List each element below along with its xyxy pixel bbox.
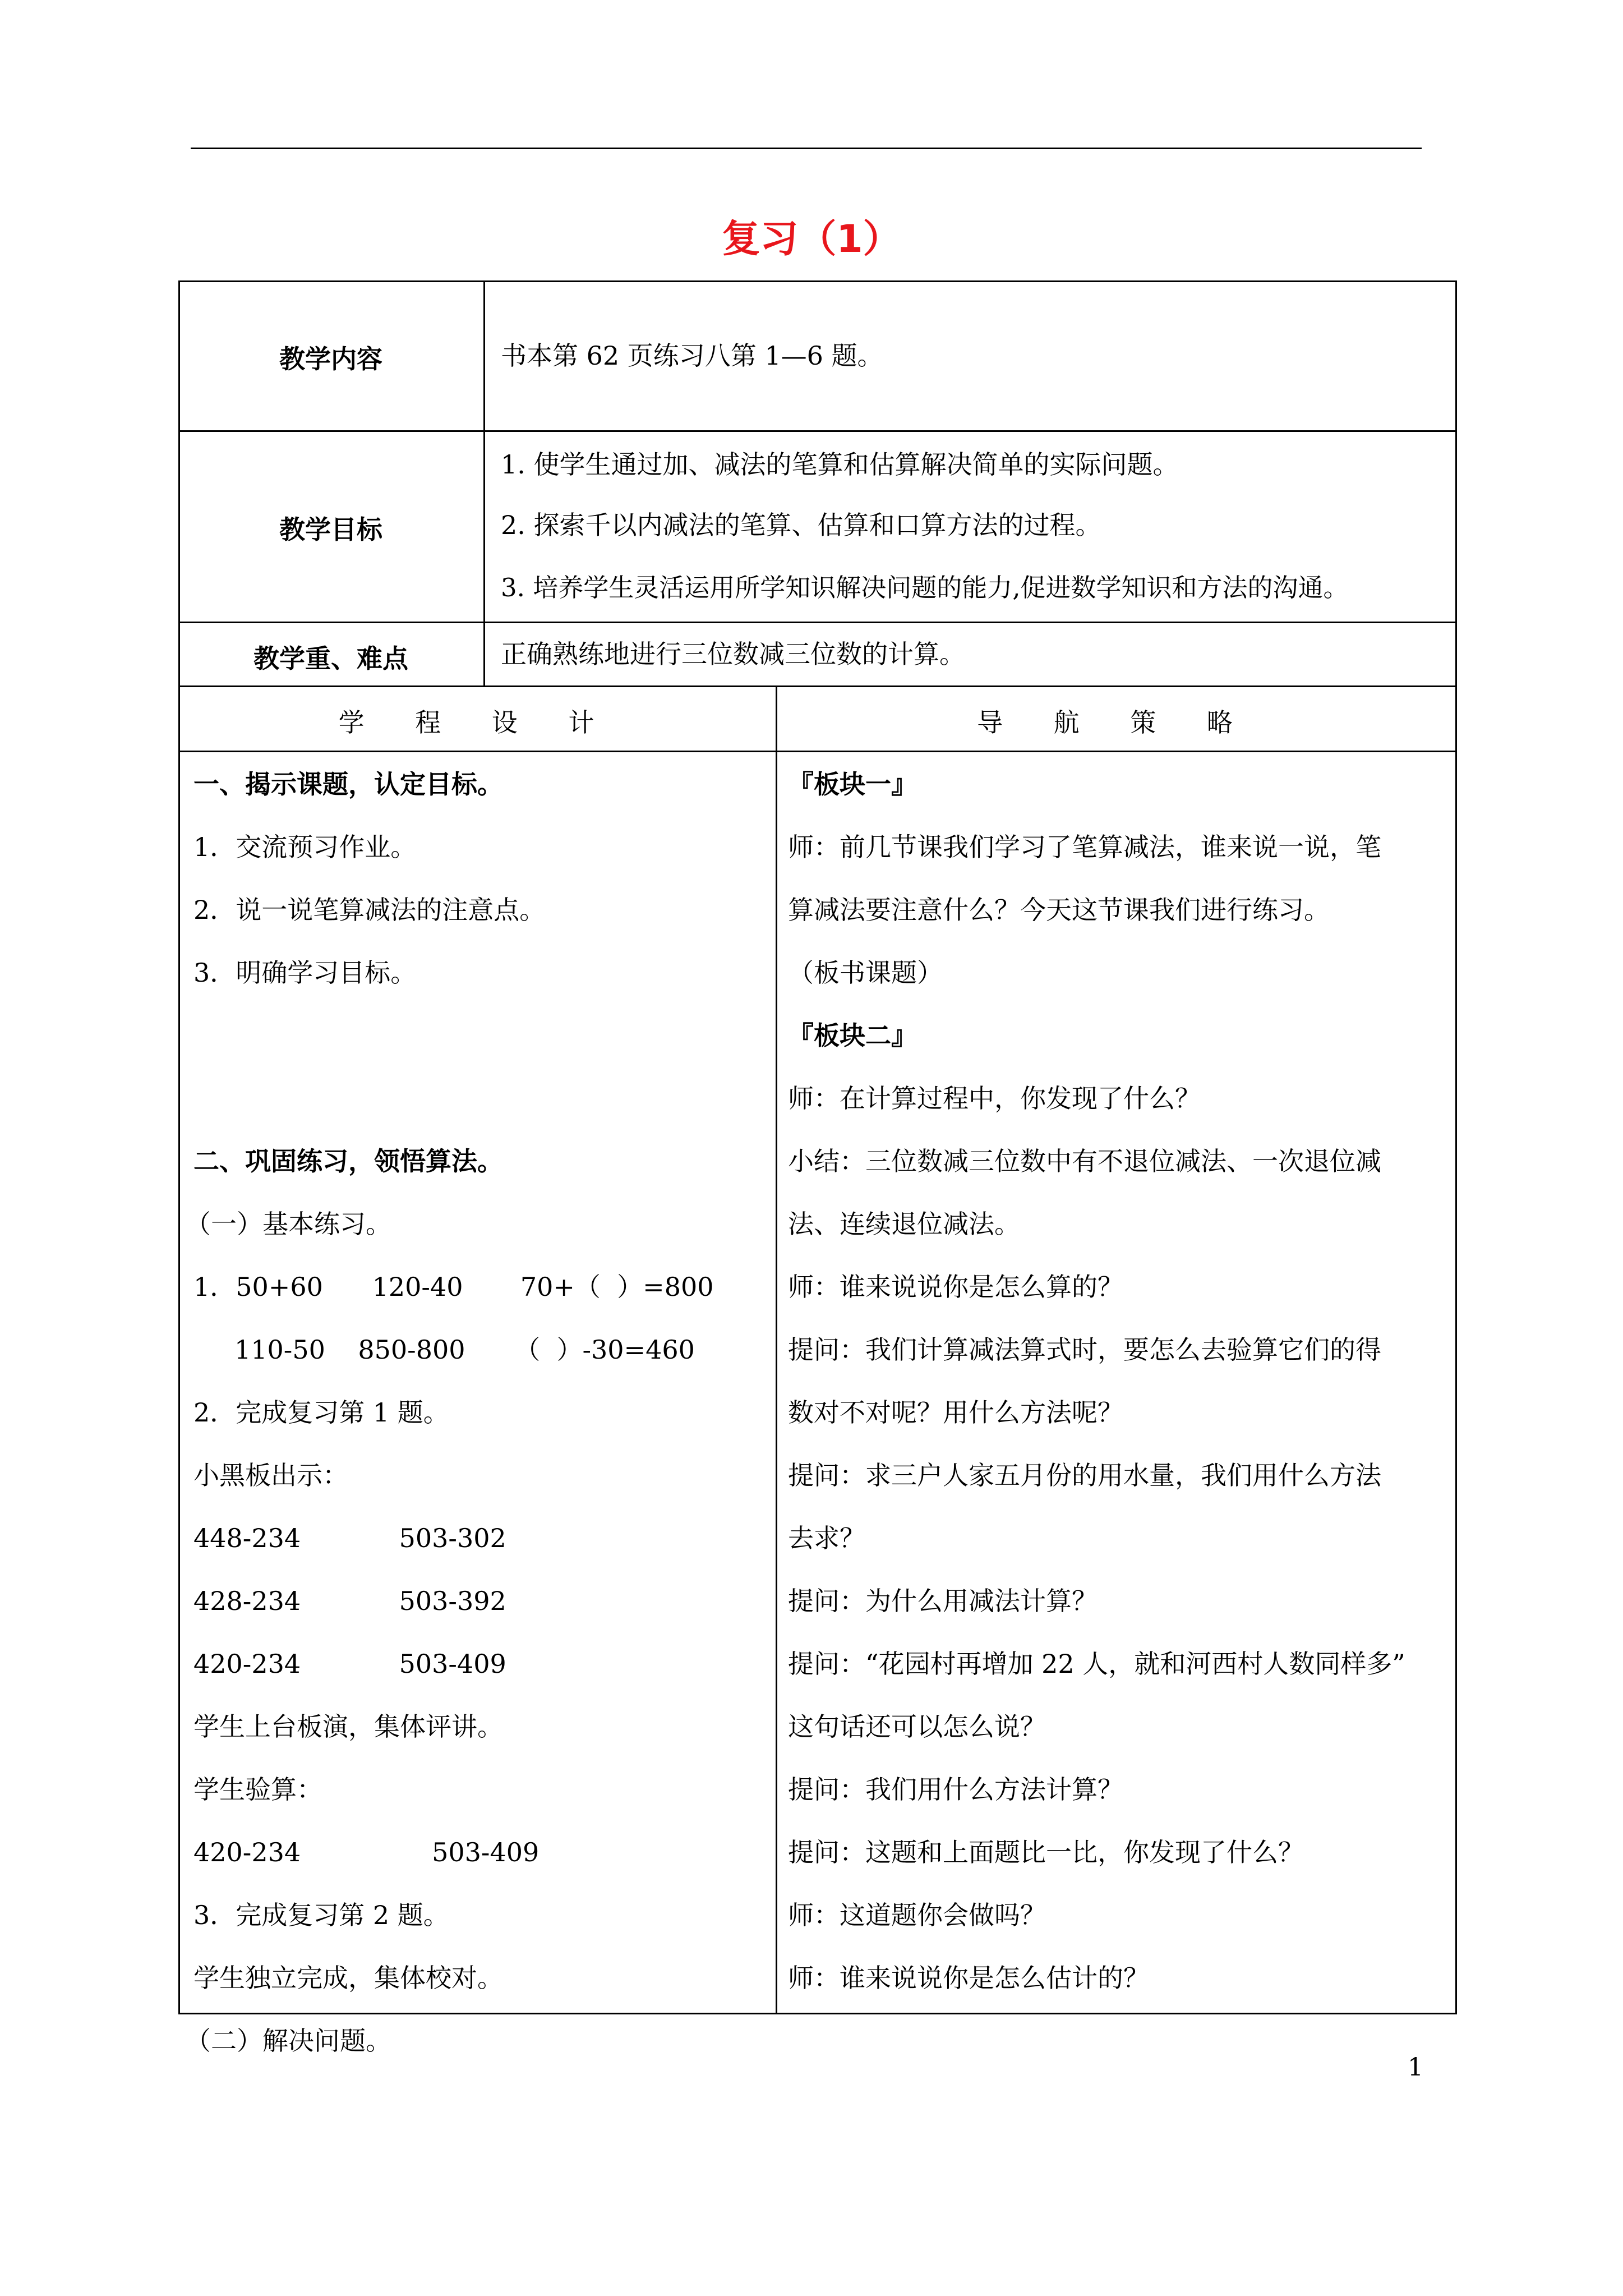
table-divider	[178, 751, 1457, 752]
page-title: 复习（1）	[722, 217, 901, 261]
right-line: 师：在计算过程中，你发现了什么？	[788, 1083, 1201, 1114]
page-number: 1	[1408, 2053, 1423, 2082]
key-points-text: 正确熟练地进行三位数减三位数的计算。	[501, 639, 965, 669]
right-line: 提问：我们计算减法算式时，要怎么去验算它们的得	[788, 1335, 1381, 1365]
right-line: 这句话还可以怎么说？	[788, 1711, 1046, 1742]
right-line: 提问：“花园村再增加 22 人，就和河西村人数同样多”	[788, 1649, 1405, 1679]
left-line: 110-50 850-800 （ ）-30=460	[234, 1335, 695, 1365]
key-points-label: 教学重、难点	[253, 643, 408, 674]
right-line: （板书课题）	[788, 958, 943, 988]
right-line: 师：这道题你会做吗？	[788, 1900, 1046, 1930]
left-line: 学生上台板演，集体评讲。	[193, 1711, 503, 1742]
left-line: 小黑板出示：	[193, 1460, 348, 1490]
left-line: 420-234 503-409	[193, 1837, 540, 1867]
left-line: 448-234 503-302	[193, 1523, 506, 1553]
right-line: 算减法要注意什么？今天这节课我们进行练习。	[788, 895, 1330, 925]
right-line: 师：谁来说说你是怎么估计的？	[788, 1963, 1149, 1993]
right-line: 数对不对呢？用什么方法呢？	[788, 1397, 1123, 1428]
right-line: 提问：求三户人家五月份的用水量，我们用什么方法	[788, 1460, 1381, 1490]
table-divider	[178, 685, 1457, 687]
content-text: 书本第 62 页练习八第 1—6 题。	[501, 341, 883, 371]
table-divider	[178, 622, 1457, 623]
right-line: 法、连续退位减法。	[788, 1209, 1020, 1239]
goal-item: 1. 使学生通过加、减法的笔算和估算解决简单的实际问题。	[501, 449, 1179, 480]
right-line: 师：谁来说说你是怎么算的？	[788, 1272, 1123, 1302]
left-line: 2．完成复习第 1 题。	[193, 1397, 449, 1428]
table-divider	[776, 685, 777, 2014]
left-line: 学生验算：	[193, 1774, 322, 1805]
left-line: 3．完成复习第 2 题。	[193, 1900, 449, 1930]
right-line: 小结：三位数减三位数中有不退位减法、一次退位减	[788, 1146, 1381, 1176]
section-heading: 一、揭示课题，认定目标。	[193, 769, 503, 799]
block-heading: 『板块二』	[788, 1020, 917, 1051]
left-line: （二）解决问题。	[185, 2026, 391, 2056]
right-line: 去求？	[788, 1523, 865, 1553]
section-heading: 二、巩固练习，领悟算法。	[193, 1146, 503, 1176]
header-rule	[191, 148, 1422, 149]
table-divider	[178, 430, 1457, 432]
right-line: 师：前几节课我们学习了笔算减法，谁来说一说，笔	[788, 832, 1381, 862]
left-line: 学生独立完成，集体校对。	[193, 1963, 503, 1993]
table-border-right	[1455, 280, 1457, 2014]
goals-label: 教学目标	[279, 514, 382, 545]
left-line: 428-234 503-392	[193, 1586, 506, 1616]
table-border-bottom	[178, 2013, 1457, 2014]
left-line: 3．明确学习目标。	[193, 958, 417, 988]
table-border-top	[178, 280, 1457, 282]
table-divider	[483, 280, 485, 687]
content-label: 教学内容	[279, 344, 382, 374]
left-line: 420-234 503-409	[193, 1649, 506, 1679]
right-line: 提问：为什么用减法计算？	[788, 1586, 1098, 1616]
right-line: 提问：我们用什么方法计算？	[788, 1774, 1123, 1805]
column-header-strategy: 导 航 策 略	[977, 707, 1254, 738]
left-line: 2．说一说笔算减法的注意点。	[193, 895, 546, 925]
left-line: 1．50+60 120-40 70+（ ）=800	[193, 1272, 714, 1302]
left-line: （一）基本练习。	[185, 1209, 391, 1239]
goal-item: 3. 培养学生灵活运用所学知识解决问题的能力,促进数学知识和方法的沟通。	[501, 573, 1349, 602]
right-line: 提问：这题和上面题比一比，你发现了什么？	[788, 1837, 1304, 1867]
left-line: 1．交流预习作业。	[193, 832, 417, 862]
column-header-learning: 学 程 设 计	[338, 707, 616, 738]
block-heading: 『板块一』	[788, 769, 917, 799]
goal-item: 2. 探索千以内减法的笔算、估算和口算方法的过程。	[501, 510, 1101, 540]
